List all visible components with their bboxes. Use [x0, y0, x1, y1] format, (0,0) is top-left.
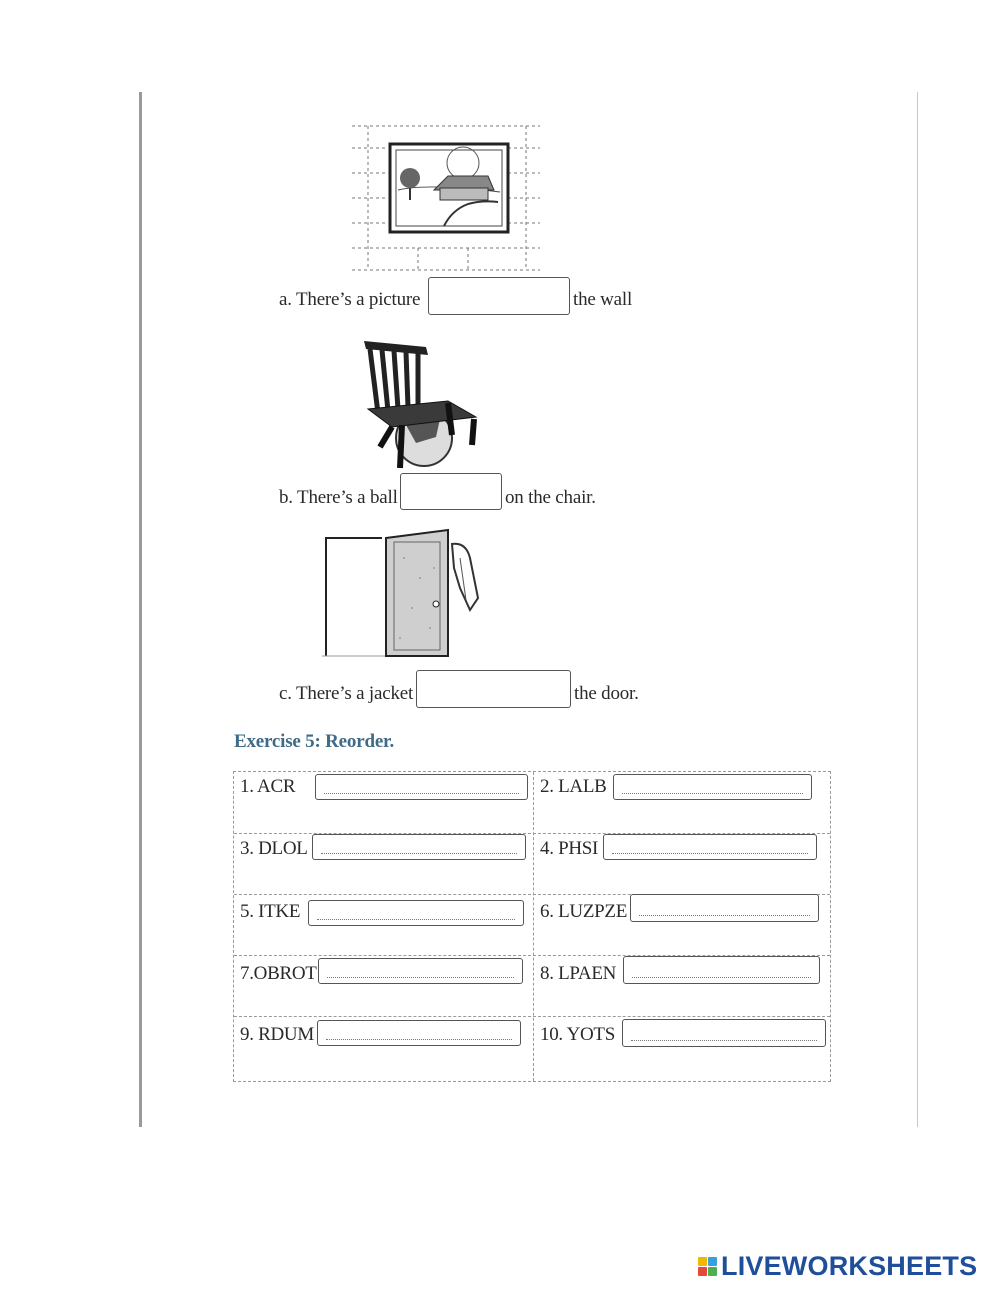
exercise-5-title: Exercise 5: Reorder. [234, 731, 395, 752]
reorder-answer-2[interactable] [613, 774, 812, 800]
reorder-answer-1[interactable] [315, 774, 528, 800]
reorder-answer-10[interactable] [622, 1019, 826, 1047]
picture-on-wall-illustration [348, 118, 544, 276]
sentence-a-suffix: the wall [573, 289, 633, 310]
sentence-a-prefix: a. There’s a picture [279, 289, 421, 310]
reorder-word-7: 7.OBROT [240, 963, 317, 984]
reorder-word-2: 2. LALB [540, 776, 607, 797]
sentence-b-answer-input[interactable] [400, 473, 502, 510]
sentence-a-answer-input[interactable] [428, 277, 570, 315]
reorder-answer-8[interactable] [623, 956, 820, 984]
reorder-word-3: 3. DLOL [240, 838, 308, 859]
sentence-c-answer-input[interactable] [416, 670, 571, 708]
reorder-answer-9[interactable] [317, 1020, 521, 1046]
reorder-word-5: 5. ITKE [240, 901, 301, 922]
page-right-border [917, 92, 918, 1127]
jacket-behind-door-illustration [320, 528, 492, 660]
sentence-c-prefix: c. There’s a jacket [279, 683, 414, 704]
reorder-word-10: 10. YOTS [540, 1024, 616, 1045]
reorder-answer-4[interactable] [603, 834, 817, 860]
sentence-c-suffix: the door. [574, 683, 639, 704]
sentence-b-prefix: b. There’s a ball [279, 487, 398, 508]
reorder-word-6: 6. LUZPZE [540, 901, 628, 922]
reorder-answer-5[interactable] [308, 900, 524, 926]
chair-with-ball-illustration [356, 333, 480, 473]
sentence-b-suffix: on the chair. [505, 487, 596, 508]
page-left-border [139, 92, 142, 1127]
liveworksheets-brand-text: LIVEWORKSHEETS [721, 1251, 978, 1281]
reorder-word-1: 1. ACR [240, 776, 296, 797]
reorder-word-9: 9. RDUM [240, 1024, 314, 1045]
liveworksheets-logo [698, 1251, 977, 1282]
reorder-word-8: 8. LPAEN [540, 963, 617, 984]
reorder-answer-7[interactable] [318, 958, 523, 984]
reorder-word-4: 4. PHSI [540, 838, 599, 859]
reorder-answer-6[interactable] [630, 894, 819, 922]
liveworksheets-logo-icon [698, 1257, 717, 1276]
reorder-answer-3[interactable] [312, 834, 526, 860]
